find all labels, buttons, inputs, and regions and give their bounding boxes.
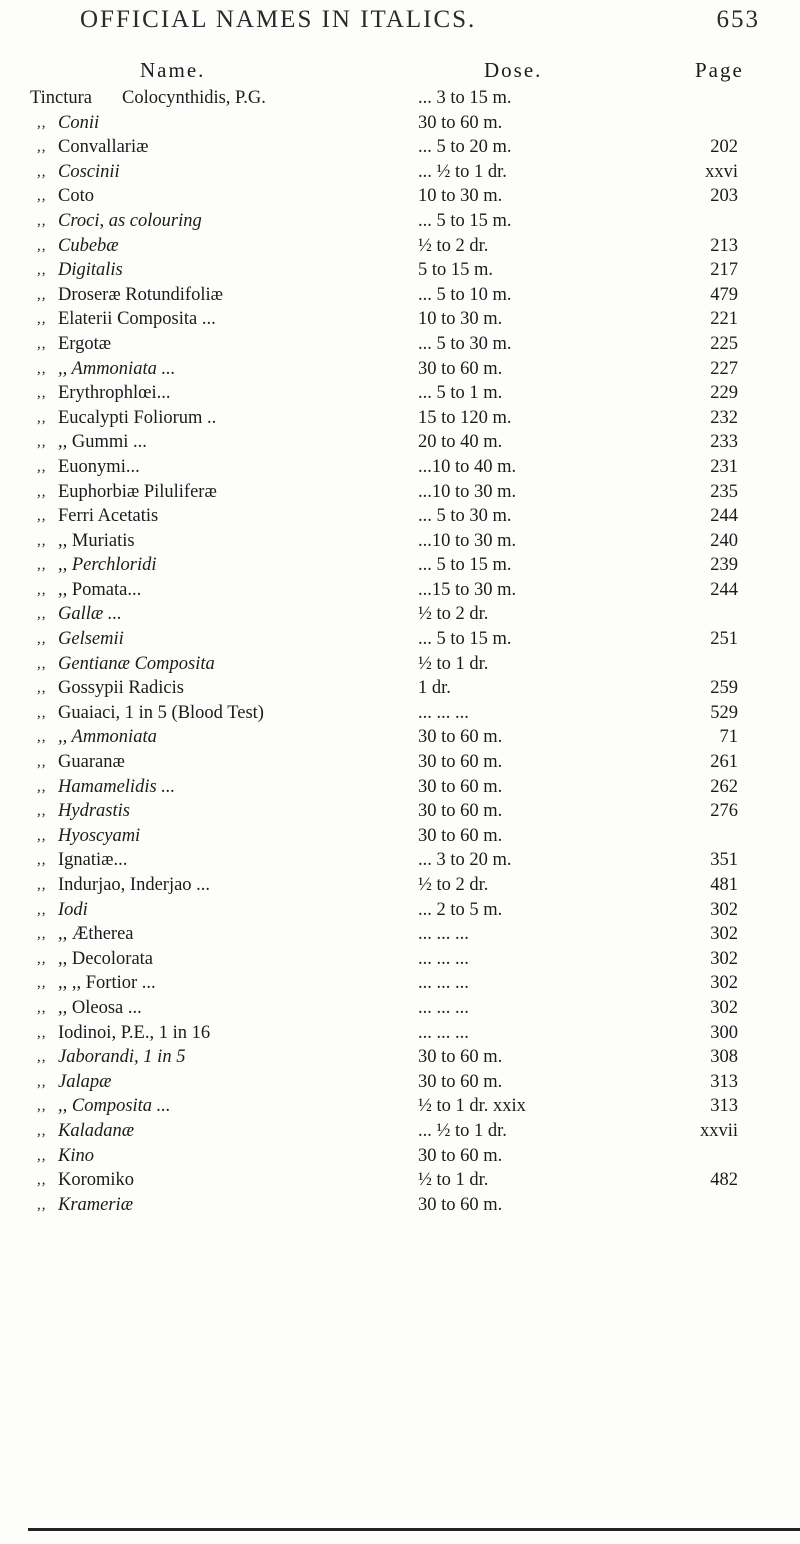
ditto-mark: ,,	[37, 385, 47, 402]
entry-name: Elaterii Composita ...	[58, 309, 216, 330]
entry-row	[0, 406, 800, 431]
ditto-mark: ,,	[37, 581, 47, 598]
entry-page: 261	[710, 752, 738, 773]
ditto-mark: ,,	[37, 1196, 47, 1213]
entry-page: 233	[710, 432, 738, 453]
ditto-mark: ,,	[37, 729, 47, 746]
entry-row	[0, 750, 800, 775]
entry-page: xxvii	[699, 1120, 738, 1141]
ditto-mark: ,,	[37, 508, 47, 525]
ditto-mark: ,,	[37, 754, 47, 771]
ditto-mark: ,,	[37, 286, 47, 303]
entry-name: Indurjao, Inderjao ...	[58, 875, 211, 895]
entry-dose: ... 5 to 30 m.	[418, 333, 512, 354]
entry-page: 481	[710, 875, 738, 895]
entry-row	[0, 1119, 800, 1144]
entry-dose: ... 5 to 20 m.	[418, 137, 512, 158]
entry-page: 351	[710, 850, 738, 871]
entry-dose: 10 to 30 m.	[418, 186, 503, 207]
entry-dose: ... 5 to 15 m.	[418, 210, 512, 231]
entry-name: Eucalypti Foliorum ..	[58, 407, 217, 428]
entry-name: Hydrastis	[58, 801, 130, 822]
entry-dose: ... ... ...	[418, 924, 469, 945]
ditto-mark: ,,	[37, 1073, 47, 1090]
ditto-mark: ,,	[37, 1147, 47, 1164]
entry-row	[0, 135, 800, 160]
entry-name: ,, Pomata...	[58, 579, 142, 600]
entry-dose: ... 5 to 15 m.	[418, 555, 512, 576]
entry-dose: ... 3 to 15 m.	[418, 88, 512, 108]
entry-dose: ... ½ to 1 dr.	[418, 161, 507, 182]
column-heading-dose: Dose.	[484, 58, 543, 82]
entry-name: ,, Gummi ...	[58, 432, 147, 453]
entry-row	[0, 775, 800, 800]
entry-dose: 20 to 40 m.	[418, 432, 503, 453]
entry-name: Iodi	[58, 899, 88, 920]
entry-page: 227	[710, 358, 738, 379]
entry-row	[0, 799, 800, 824]
entry-dose: ½ to 1 dr.	[418, 653, 489, 674]
entry-name: Convallariæ	[58, 137, 149, 158]
entry-name: Kino	[58, 1145, 94, 1166]
entry-dose: ... 5 to 1 m.	[418, 383, 503, 404]
entry-name: ,, Ammoniata	[58, 727, 157, 748]
entry-dose: ½ to 2 dr.	[418, 604, 489, 625]
entry-name: Coscinii	[58, 161, 120, 182]
entry-row	[0, 455, 800, 480]
ditto-mark: ,,	[37, 926, 47, 943]
entry-page: 239	[710, 555, 738, 576]
entry-dose: 30 to 60 m.	[418, 1071, 503, 1092]
entry-page: 229	[710, 383, 738, 404]
ditto-mark: ,,	[37, 114, 47, 131]
ditto-mark: ,,	[37, 262, 47, 279]
entry-dose: ½ to 2 dr.	[418, 875, 489, 895]
running-head	[60, 6, 770, 42]
entry-row	[0, 529, 800, 554]
ditto-mark: ,,	[37, 409, 47, 426]
entry-row	[0, 971, 800, 996]
entry-dose: ... ... ...	[418, 1022, 469, 1043]
entry-row	[0, 504, 800, 529]
ditto-mark: ,,	[37, 212, 47, 229]
entry-page: 71	[719, 727, 738, 748]
entry-row	[0, 332, 800, 357]
ditto-mark: ,,	[37, 360, 47, 377]
entry-row	[0, 553, 800, 578]
entry-row	[0, 898, 800, 923]
entry-dose: ½ to 2 dr.	[418, 235, 489, 256]
ditto-mark: ,,	[37, 975, 47, 992]
entry-dose: ... ... ...	[418, 948, 469, 969]
entry-row	[0, 996, 800, 1021]
entry-dose: ... 5 to 15 m.	[418, 629, 512, 650]
entry-page: 244	[710, 506, 738, 527]
entry-name: Hyoscyami	[58, 825, 141, 846]
entry-name: Euonymi...	[58, 456, 140, 477]
column-heading-name: Name.	[140, 58, 206, 82]
entry-dose: ½ to 1 dr.	[418, 1170, 489, 1191]
entry-dose: ½ to 1 dr. xxix	[418, 1096, 526, 1117]
entry-row	[0, 824, 800, 849]
entry-row	[0, 627, 800, 652]
entry-name: Ignatiæ...	[58, 850, 128, 871]
entry-page: 482	[710, 1170, 738, 1191]
entry-page: 300	[710, 1022, 738, 1043]
entry-dose: 1 dr.	[418, 678, 451, 699]
entry-dose: 10 to 30 m.	[418, 309, 503, 330]
entry-name: Iodinoi, P.E., 1 in 16	[58, 1022, 211, 1043]
column-heading-page: Page	[695, 58, 744, 82]
entry-name: Gelsemii	[58, 629, 124, 650]
entry-name: Conii	[58, 112, 100, 133]
entry-dose: ... ½ to 1 dr.	[418, 1120, 507, 1141]
entry-page: 313	[710, 1096, 738, 1117]
entry-page: 240	[710, 530, 738, 551]
entry-dose: ...10 to 40 m.	[418, 456, 517, 477]
entry-row	[0, 578, 800, 603]
column-headings	[0, 58, 800, 88]
entry-dose: 30 to 60 m.	[418, 752, 503, 773]
ditto-mark: ,,	[37, 1024, 47, 1041]
entry-dose: ... ... ...	[418, 702, 469, 723]
entry-row	[0, 676, 800, 701]
entry-name: Cubebæ	[58, 235, 119, 256]
ditto-mark: ,,	[37, 631, 47, 648]
entry-name: Hamamelidis ...	[58, 776, 176, 797]
entry-page: 213	[710, 235, 738, 256]
entry-name: ,, Oleosa ...	[58, 997, 142, 1018]
entry-dose: 30 to 60 m.	[418, 358, 503, 379]
entry-prefix: Tinctura	[30, 88, 93, 108]
entry-row	[0, 160, 800, 185]
entry-name: ,, ,, Fortior ...	[58, 973, 156, 994]
running-head-title: OFFICIAL NAMES IN ITALICS.	[80, 6, 477, 33]
entry-dose: ... ... ...	[418, 997, 469, 1018]
entry-page: 259	[710, 678, 738, 699]
entry-dose: 30 to 60 m.	[418, 727, 503, 748]
ditto-mark: ,,	[37, 237, 47, 254]
entry-row	[0, 283, 800, 308]
entry-name: Guaiaci, 1 in 5 (Blood Test)	[58, 702, 264, 723]
entry-page: 302	[710, 997, 738, 1018]
entry-page: 203	[710, 186, 738, 207]
ditto-mark: ,,	[37, 532, 47, 549]
entry-name: Digitalis	[58, 260, 123, 281]
entry-row	[0, 848, 800, 873]
ditto-mark: ,,	[37, 606, 47, 623]
ditto-mark: ,,	[37, 704, 47, 721]
entry-row	[0, 184, 800, 209]
entry-page: 262	[710, 776, 738, 797]
ditto-mark: ,,	[37, 557, 47, 574]
entry-dose: 30 to 60 m.	[418, 1047, 503, 1068]
entry-row	[0, 1094, 800, 1119]
entry-name: Croci, as colouring	[58, 210, 202, 231]
ditto-mark: ,,	[37, 803, 47, 820]
entry-row	[0, 602, 800, 627]
entry-dose: 30 to 60 m.	[418, 1145, 503, 1166]
page-number: 653	[716, 6, 760, 33]
entry-row	[0, 209, 800, 234]
ditto-mark: ,,	[37, 655, 47, 672]
ditto-mark: ,,	[37, 188, 47, 205]
entry-name: Kaladanæ	[58, 1120, 135, 1141]
entry-dose: ...15 to 30 m.	[418, 579, 517, 600]
entry-dose: 30 to 60 m.	[418, 112, 503, 133]
entry-row	[0, 922, 800, 947]
ditto-mark: ,,	[37, 680, 47, 697]
entry-name: ,, Perchloridi	[58, 555, 157, 576]
ditto-mark: ,,	[37, 434, 47, 451]
entry-page: 529	[710, 702, 738, 723]
ditto-mark: ,,	[37, 999, 47, 1016]
entry-page: 231	[710, 456, 738, 477]
entry-page: 225	[710, 333, 738, 354]
entry-row	[0, 307, 800, 332]
entry-name: Guaranæ	[58, 752, 125, 773]
entry-dose: ... 5 to 10 m.	[418, 284, 512, 305]
entry-row	[0, 1144, 800, 1169]
ditto-mark: ,,	[37, 901, 47, 918]
ditto-mark: ,,	[37, 311, 47, 328]
entry-dose: 30 to 60 m.	[418, 825, 503, 846]
entry-row	[0, 1070, 800, 1095]
entry-dose: 30 to 60 m.	[418, 1194, 503, 1215]
entry-row	[0, 480, 800, 505]
entry-dose: ...10 to 30 m.	[418, 481, 517, 502]
entry-dose: 30 to 60 m.	[418, 801, 503, 822]
ditto-mark: ,,	[37, 852, 47, 869]
entry-name: Koromiko	[58, 1170, 135, 1191]
entry-row	[0, 701, 800, 726]
entry-row	[0, 111, 800, 136]
entry-list	[0, 86, 800, 1217]
ditto-mark: ,,	[37, 1098, 47, 1115]
entry-dose: 30 to 60 m.	[418, 776, 503, 797]
entry-dose: ... 5 to 30 m.	[418, 506, 512, 527]
entry-name: ,, Ætherea	[58, 924, 134, 945]
entry-page: 302	[710, 899, 738, 920]
entry-dose: ...10 to 30 m.	[418, 530, 517, 551]
entry-row	[0, 652, 800, 677]
entry-name: Droseræ Rotundifoliæ	[58, 284, 223, 305]
entry-name: Coto	[58, 186, 94, 207]
entry-page: 235	[710, 481, 738, 502]
entry-name: ,, Muriatis	[58, 530, 135, 551]
entry-page: 276	[710, 801, 738, 822]
ditto-mark: ,,	[37, 335, 47, 352]
ditto-mark: ,,	[37, 483, 47, 500]
ditto-mark: ,,	[37, 950, 47, 967]
entry-row	[0, 947, 800, 972]
entry-row	[0, 234, 800, 259]
entry-row	[0, 1193, 800, 1218]
entry-page: 202	[710, 137, 738, 158]
ditto-mark: ,,	[37, 1049, 47, 1066]
entry-row	[0, 1021, 800, 1046]
entry-name: Jaborandi, 1 in 5	[58, 1047, 186, 1068]
entry-row	[0, 430, 800, 455]
ditto-mark: ,,	[37, 1122, 47, 1139]
entry-page: 302	[710, 924, 738, 945]
entry-name: ,, Ammoniata ...	[58, 358, 176, 379]
entry-row	[0, 873, 800, 898]
entry-page: 479	[710, 284, 738, 305]
entry-row	[0, 725, 800, 750]
entry-name: Jalapæ	[58, 1071, 112, 1092]
entry-name: Erythrophlœi...	[58, 383, 171, 404]
entry-page: 313	[710, 1071, 738, 1092]
entry-page: 302	[710, 973, 738, 994]
entry-row	[0, 1045, 800, 1070]
entry-row	[0, 381, 800, 406]
entry-name: Gentianæ Composita	[58, 653, 215, 674]
entry-name: ,, Decolorata	[58, 948, 154, 969]
entry-page: xxvi	[705, 161, 738, 182]
entry-name: Colocynthidis, P.G.	[122, 88, 266, 108]
entry-name: Ferri Acetatis	[58, 506, 159, 527]
entry-dose: ... 2 to 5 m.	[418, 899, 503, 920]
entry-page: 308	[710, 1047, 738, 1068]
entry-page: 302	[710, 948, 738, 969]
entry-name: Ergotæ	[58, 333, 112, 354]
entry-row	[0, 86, 800, 111]
ditto-mark: ,,	[37, 778, 47, 795]
entry-page: 251	[710, 629, 738, 650]
entry-page: 217	[710, 260, 738, 281]
ditto-mark: ,,	[37, 163, 47, 180]
entry-row	[0, 1168, 800, 1193]
entry-name: Euphorbiæ Piluliferæ	[58, 481, 217, 502]
ditto-mark: ,,	[37, 458, 47, 475]
entry-name: Krameriæ	[58, 1194, 134, 1215]
ditto-mark: ,,	[37, 1172, 47, 1189]
ditto-mark: ,,	[37, 877, 47, 893]
entry-name: Gossypii Radicis	[58, 678, 184, 699]
entry-page: 244	[710, 579, 738, 600]
ditto-mark: ,,	[37, 827, 47, 844]
entry-dose: ... 3 to 20 m.	[418, 850, 512, 871]
entry-name: Gallæ ...	[58, 604, 122, 625]
entry-page: 221	[710, 309, 738, 330]
entry-row	[0, 258, 800, 283]
entry-page: 232	[710, 407, 738, 428]
bottom-rule	[28, 1528, 800, 1531]
ditto-mark: ,,	[37, 139, 47, 156]
entry-dose: 5 to 15 m.	[418, 260, 494, 281]
entry-row	[0, 357, 800, 382]
entry-dose: ... ... ...	[418, 973, 469, 994]
entry-name: ,, Composita ...	[58, 1096, 171, 1117]
entry-dose: 15 to 120 m.	[418, 407, 512, 428]
